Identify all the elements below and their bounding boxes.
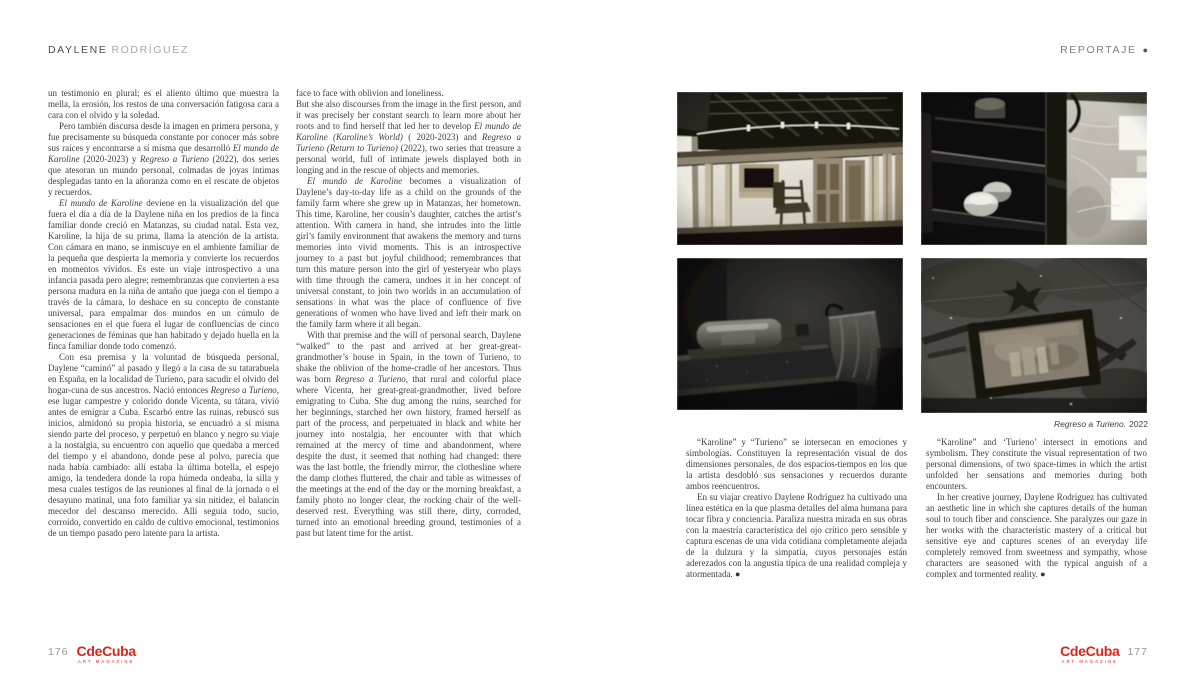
- photo-bottle-image: [677, 258, 903, 410]
- right-page-english-column: [926, 437, 1147, 580]
- left-page-folio: [48, 644, 136, 664]
- paragraph: un testimonio en plural; es el aliento último que muestra la mella, la erosión, los restos de una conversación fatigosa cara a cara con el olvido y la soledad.: [48, 88, 279, 120]
- photo-frame: [921, 258, 1147, 413]
- paragraph: But she also discourses from the image in the first person, and it was precisely her constant search to learn more about her roots and to find herself that led her to develop El mundo de Karoline (Karoline’s World) ( 2020-2023) and Regreso a Turieno (Return to Turieno) (2022), two series that treasure a personal world, full of intimate jewels displayed both in longing and in the rescue of objects and memories.: [296, 99, 521, 175]
- photo-cupboard: [921, 92, 1147, 245]
- left-page-spanish-column: [48, 88, 279, 539]
- photo-attic-image: [677, 92, 903, 245]
- artist-name-header: [48, 44, 189, 56]
- paragraph-text: In her creative journey, Daylene Rodríguez has cultivated an aesthetic line in which she captures details of the human soul to touch fiber and conscience. She paralyzes our gaze in her works with the characteristic mastery of a critical but sensitive eye and captures scenes of an everyday life completely removed from sweetness and sympathy, whose characters are seasoned with the typical anguish of a complex and tormented reality.: [926, 492, 1147, 579]
- paragraph: “Karoline” and ‘Turieno’ intersect in emotions and symbolism. They constitute the visual representation of two personal dimensions, of two space-times in which the artist unfolded her sensations and memories during both encounters.: [926, 437, 1147, 491]
- logo-subtext: ART MAGAZINE: [77, 658, 135, 664]
- end-of-article-dot-icon: ●: [734, 569, 741, 579]
- artist-last-name: RODRÍGUEZ: [111, 44, 189, 56]
- photo-bottle: [677, 258, 903, 410]
- photo-attic: [677, 92, 903, 245]
- paragraph-text: En su viajar creativo Daylene Rodríguez ha cultivado una línea estética en la que plasma detalles del alma humana para tocar fibra y conciencia. Paraliza nuestra mirada en sus obras con la maestría característica del ojo crítico pero sensible y captura escenas de una vida cotidiana completamente alejada de la dulzura y la simpatía, cuyos personajes están aderezados con la angustia típica de una realidad compleja y atormentada.: [686, 492, 907, 579]
- page-number-left: 176: [48, 646, 69, 658]
- right-page-spanish-column: [686, 437, 907, 580]
- photo-cupboard-image: [921, 92, 1147, 245]
- logo-text: CdeCuba: [76, 643, 136, 659]
- caption-title: Regreso a Turieno.: [1053, 419, 1127, 429]
- end-of-article-dot-icon: ●: [1040, 569, 1046, 579]
- cdecuba-logo: [77, 644, 136, 664]
- logo-text: CdeCuba: [1060, 643, 1120, 659]
- caption-year: 2022: [1129, 419, 1148, 429]
- paragraph: “Karoline” y “Turieno” se intersecan en emociones y simbologías. Constituyen la representación visual de dos dimensiones personales, de dos espacios-tiempos en los que la artista desdobló sus sensaciones y recuerdos durante ambos reencuentros.: [686, 437, 907, 491]
- cdecuba-logo: [1060, 644, 1119, 664]
- right-page-folio: [1060, 644, 1148, 664]
- logo-subtext: ART MAGAZINE: [1061, 658, 1119, 664]
- paragraph: El mundo de Karoline becomes a visualization of Daylene’s day-to-day life as a child on the grounds of the family farm where she grew up in Matanzas, her hometown. This time, Karoline, her cousin’s daughter, catches the artist’s attention. With camera in hand, she intrudes into the little girl’s family environment that awakens the memory and turns memories into vivid moments. This is an introspective journey to a past but joyful childhood; remembrances that turn this mature person into the girl of yesteryear who plays with time through the camera, undoes it in her concept of universal constant, to join two worlds in an accumulation of sensations in what was the place of confluence of five generations of women who have lived and left their mark on the family farm where it all began.: [296, 176, 521, 329]
- paragraph: With that premise and the will of personal search, Daylene “walked” to the past and arrived at her great-great-grandmother’s house in Spain, in the town of Turieno, to shake the oblivion of the home-cradle of her ancestors. Thus was born Regreso a Turieno, that rural and colorful place where Vicenta, her great-great-grandmother, lived before emigrating to Cuba. She dug among the ruins, searched for her beginnings, starched her own history, framed herself as part of the process, and perpetuated in black and white her journey into nostalgia, her encounter with that which remained at the mercy of time and abandonment, where despite the dust, it seemed that nothing had changed: there was the last bottle, the friendly mirror, the clothesline where the damp clothes fluttered, the chair and table as witnesses of the meetings at the end of the day or the morning breakfast, a family photo no longer clear, the rocking chair of the well-deserved rest. Everything was still there, dirty, corroded, turned into an emotional breeding ground, testimonies of a past but latent time for the artist.: [296, 330, 521, 538]
- section-dot-icon: ●: [1142, 45, 1148, 55]
- page-number-right: 177: [1127, 646, 1148, 658]
- artist-first-name: DAYLENE: [48, 44, 108, 56]
- paragraph: Pero también discursa desde la imagen en primera persona, y fue precisamente su búsqueda constante por conocer más sobre sus raíces y encontrarse a sí misma que desarrolló El mundo de Karoline (2020-2023) y Regreso a Turieno (2022), dos series que atesoran un mundo personal, colmadas de joyas íntimas desplegadas tanto en la añoranza como en el rescate de objetos y recuerdos.: [48, 121, 279, 197]
- paragraph: [686, 492, 907, 580]
- paragraph: [926, 492, 1147, 580]
- section-title: REPORTAJE: [1060, 44, 1137, 56]
- paragraph: El mundo de Karoline deviene en la visualización del que fuera el día a día de la Daylene niña en los predios de la finca familiar donde creció en Matanzas, su ciudad natal. Esta vez, Karoline, la hija de su prima, llama la atención de la artista. Con cámara en mano, se inmiscuye en el ambiente familiar de la pequeña que despierta la memoria y convierte los recuerdos en momentos vívidos. Es este un viaje introspectivo a una infancia pasada pero alegre; remembranzas que convierten a esa persona madura en la niña de antaño que juega con el tiempo a través de la cámara, lo deshace en su concepto de constante universal, para empalmar dos mundos en un cúmulo de sensaciones en el que fuera el lugar de confluencias de cinco generaciones de féminas que han habitado y dejado huella en la finca familiar donde todo comenzó.: [48, 198, 279, 351]
- left-page-english-column: [296, 88, 521, 539]
- paragraph: Con esa premisa y la voluntad de búsqueda personal, Daylene “caminó” al pasado y llegó a la casa de su tatarabuela en España, en la localidad de Turieno, para sacudir el olvido del hogar-cuna de sus ancestros. Nació entonces Regreso a Turieno, ese lugar campestre y colorido donde Vicenta, su tátara, vivió antes de emigrar a Cuba. Escarbó entre las ruinas, rebuscó sus inicios, almidonó su propia historia, se encuadró a sí misma siendo parte del proceso, y perpetuó en blanco y negro su viaje a la nostalgia, su encuentro con aquello que quedaba a merced del tiempo y el abandono, donde pese al polvo, parecía que nada había cambiado: allí estaba la última botella, el espejo amigo, la tendedera donde la ropa húmeda ondeaba, la silla y mesa cuales testigos de las reuniones al final de la jornada o el desayuno matinal, una foto familiar ya sin nitidez, el balancín mecedor del descanso merecido. Allí seguía todo, sucio, corroído, convertido en caldo de cultivo emocional, testimonios de un tiempo pasado pero latente para la artista.: [48, 352, 279, 538]
- section-header: [1060, 44, 1148, 56]
- paragraph: face to face with oblivion and loneliness.: [296, 88, 444, 98]
- photo-frame-image: [921, 258, 1147, 413]
- photo-caption: [848, 419, 1148, 429]
